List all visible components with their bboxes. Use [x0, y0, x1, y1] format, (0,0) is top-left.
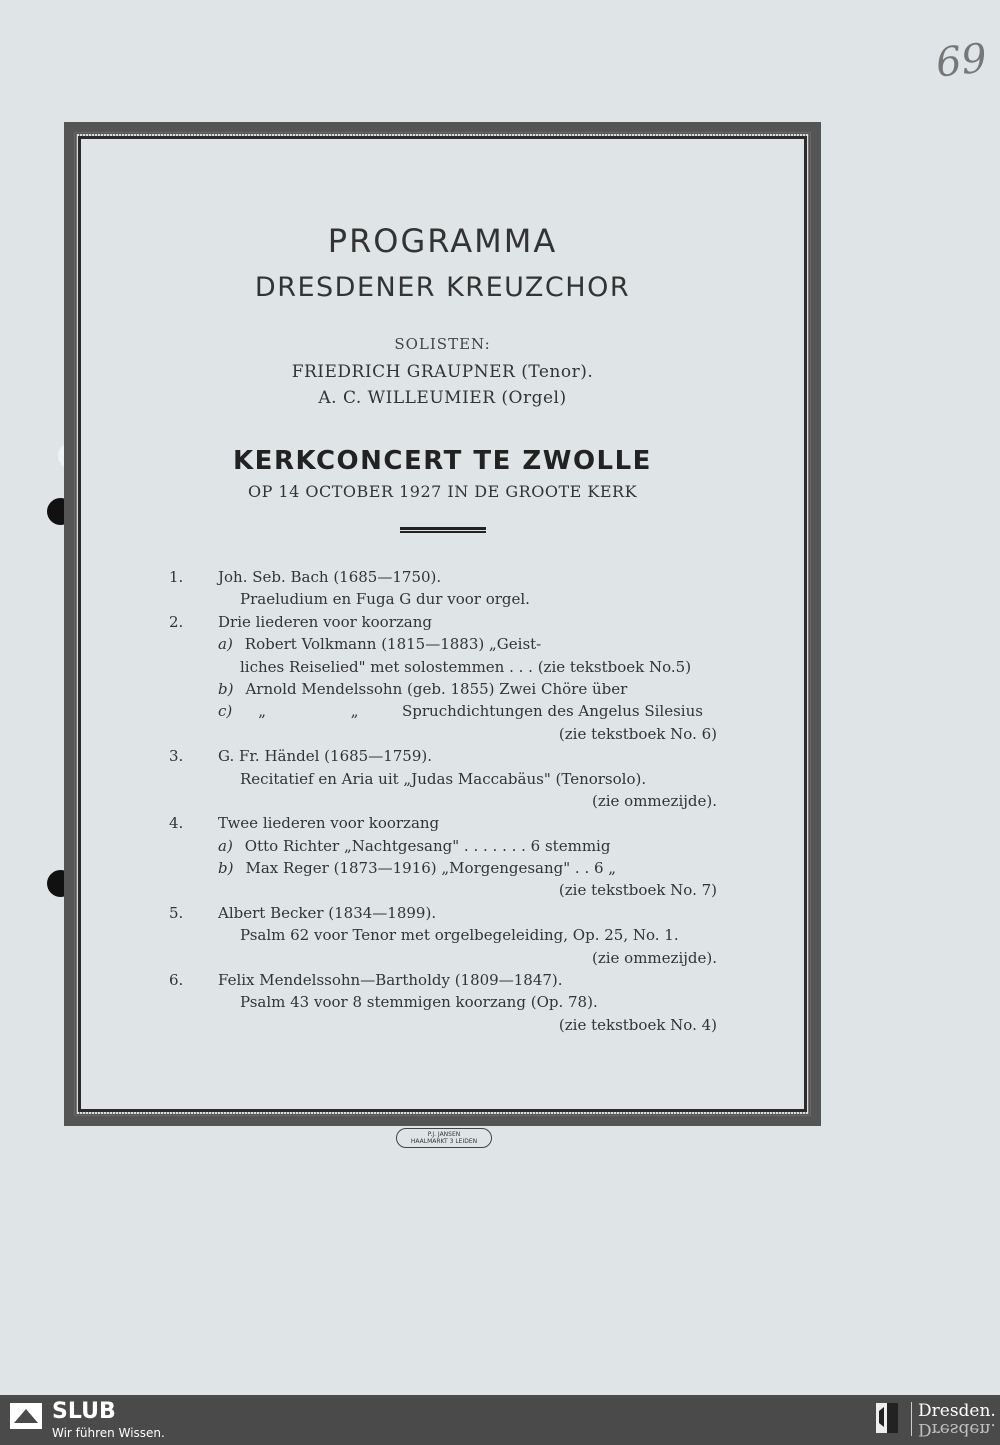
item-composer: Joh. Seb. Bach (1685—1750).: [218, 568, 442, 586]
sub-letter: a): [218, 635, 233, 654]
dresden-label[interactable]: Dresden.: [918, 1401, 996, 1421]
item-number: 2.: [169, 612, 184, 631]
sub-letter: b): [218, 679, 234, 698]
choir-name: DRESDENER KREUZCHOR: [254, 272, 631, 303]
textbook-reference: (zie tekstboek No. 7): [558, 881, 717, 900]
slub-logo-icon[interactable]: [10, 1403, 42, 1429]
item-work: Psalm 43 voor 8 stemmigen koorzang (Op. 78).: [240, 993, 598, 1012]
list-item: [165, 611, 725, 633]
footer-separator: [911, 1402, 912, 1436]
sub-work: Robert Volkmann (1815—1883) „Geist-: [244, 635, 542, 654]
item-heading: Drie liederen voor koorzang: [218, 612, 432, 631]
printer-name: P.J. JANSEN: [427, 1131, 461, 1138]
item-number: 4.: [169, 814, 184, 833]
event-date-place: OP 14 OCTOBER 1927 IN DE GROOTE KERK: [247, 482, 638, 501]
item-work: Recitatief en Aria uit „Judas Maccabäus" (Tenorsolo).: [240, 769, 647, 788]
sub-work: Otto Richter „Nachtgesang" . . . . . . . 6 stemmig: [244, 836, 611, 855]
dresden-crest-icon[interactable]: [876, 1403, 898, 1433]
program-list: [165, 566, 725, 1036]
sub-work: Spruchdichtungen des Angelus Silesius: [402, 702, 703, 721]
list-item: [165, 745, 725, 767]
sub-letter: b): [218, 859, 234, 878]
divider-rule: [400, 527, 486, 533]
textbook-reference: (zie tekstboek No. 6): [558, 724, 717, 743]
ditto-marks: „ „: [258, 702, 399, 721]
item-number: 5.: [169, 903, 184, 922]
item-composer: G. Fr. Händel (1685—1759).: [218, 747, 432, 766]
event-title: KERKCONCERT TE ZWOLLE: [233, 446, 652, 476]
viewer-footer-bar: [0, 1395, 1000, 1445]
item-number: 1.: [169, 568, 184, 586]
item-work: Praeludium en Fuga G dur voor orgel.: [240, 590, 530, 609]
textbook-reference: (zie tekstboek No. 4): [558, 1015, 717, 1034]
program-title: PROGRAMMA: [327, 222, 558, 260]
printer-mark: [396, 1128, 492, 1148]
list-item: [165, 566, 725, 588]
list-item: [165, 969, 725, 991]
slub-tagline: Wir führen Wissen.: [52, 1426, 165, 1440]
soloist-tenor: FRIEDRICH GRAUPNER (Tenor).: [291, 362, 594, 382]
overleaf-reference: (zie ommezijde).: [591, 948, 717, 967]
sub-work: Max Reger (1873—1916) „Morgengesang" . . 6 „: [245, 859, 617, 878]
list-item: [165, 902, 725, 924]
sub-letter: a): [218, 836, 233, 855]
item-heading: Twee liederen voor koorzang: [218, 814, 440, 833]
printer-address: HAALMARKT 3 LEIDEN: [410, 1138, 478, 1145]
sub-work-continued: liches Reiselied" met solostemmen . . . (zie tekstboek No.5): [240, 657, 692, 676]
sub-letter: c): [218, 702, 233, 721]
soloists-label: SOLISTEN:: [394, 335, 491, 353]
slub-name[interactable]: SLUB: [52, 1399, 116, 1424]
item-number: 3.: [169, 747, 184, 766]
overleaf-reference: (zie ommezijde).: [591, 791, 717, 810]
list-item: [165, 812, 725, 834]
item-composer: Felix Mendelssohn—Bartholdy (1809—1847).: [218, 971, 563, 990]
handwritten-page-number: 69: [933, 35, 990, 87]
sub-work: Arnold Mendelssohn (geb. 1855) Zwei Chöre über: [245, 679, 628, 698]
item-composer: Albert Becker (1834—1899).: [218, 903, 437, 922]
dresden-label-reflection: Dresden.: [918, 1419, 996, 1439]
item-work: Psalm 62 voor Tenor met orgelbegeleiding, Op. 25, No. 1.: [240, 926, 679, 945]
item-number: 6.: [169, 971, 184, 990]
soloist-organ: A. C. WILLEUMIER (Orgel): [318, 388, 567, 408]
